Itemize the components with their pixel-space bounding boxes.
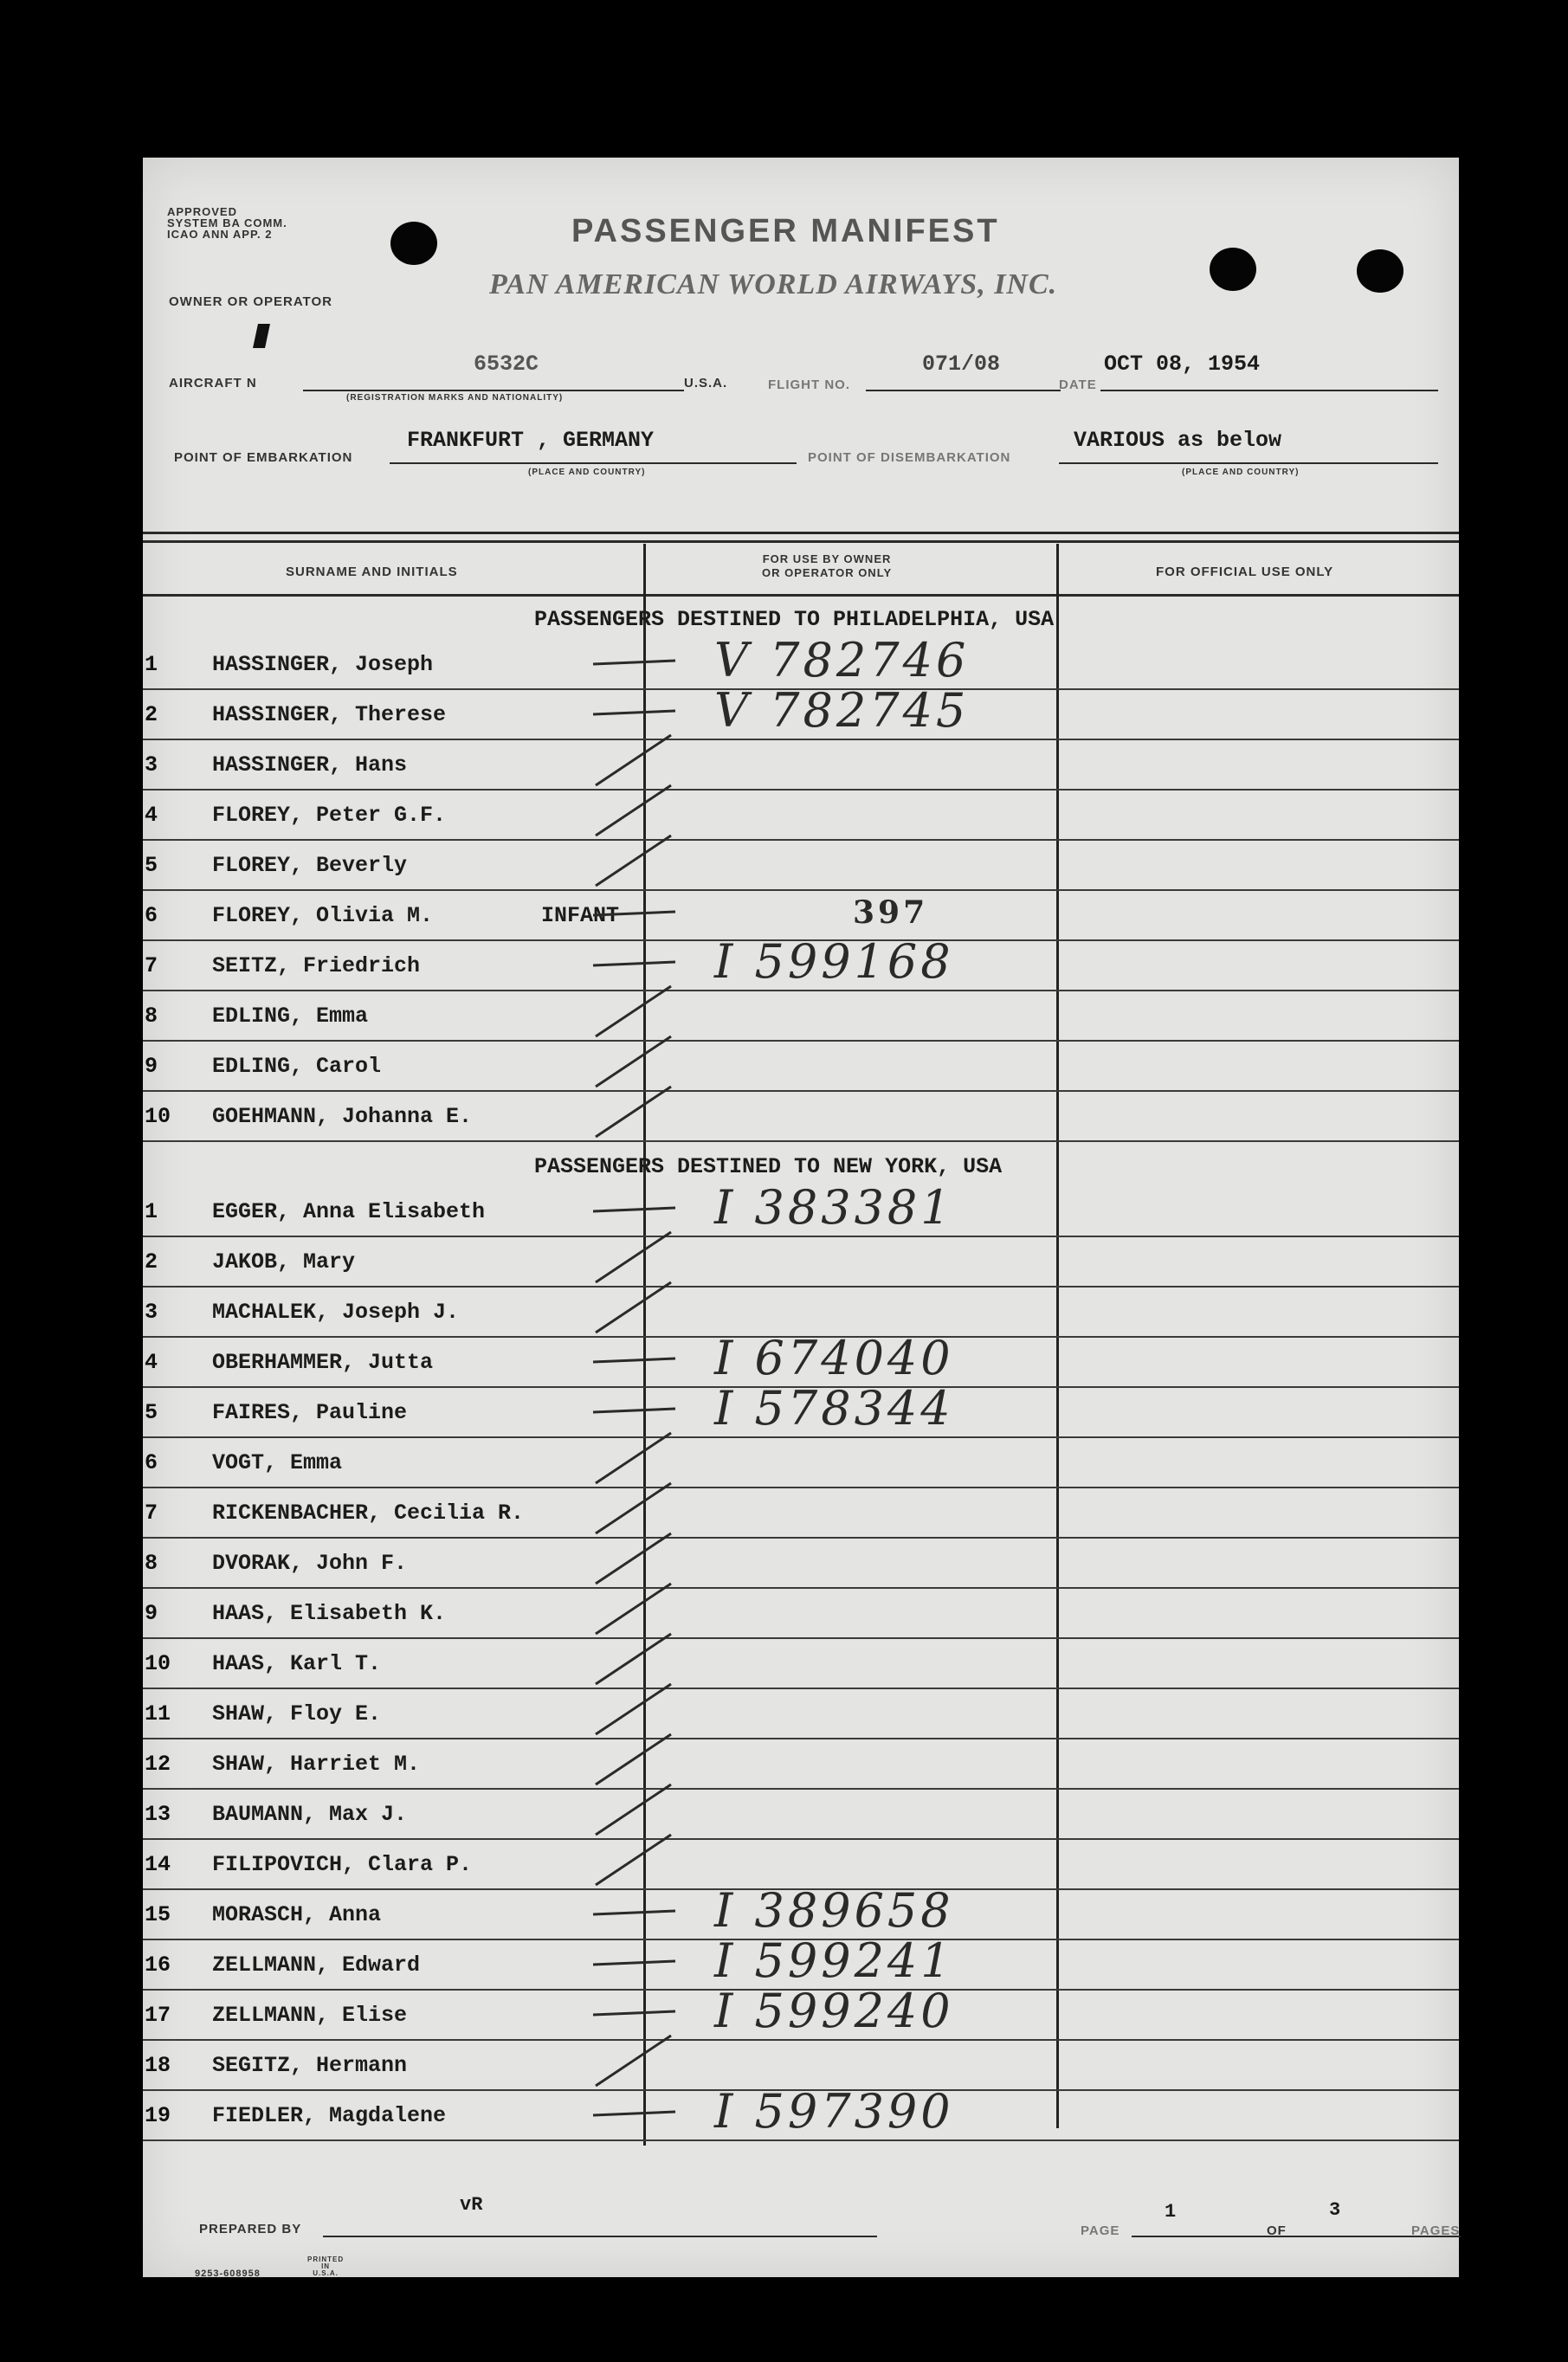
row-number: 1 — [145, 652, 158, 677]
aircraft-label: AIRCRAFT N — [169, 376, 257, 390]
disembark-value: VARIOUS as below — [1074, 428, 1282, 453]
printed-line-2: IN — [321, 2262, 331, 2270]
manifest-sheet — [143, 158, 1459, 2277]
table-row — [143, 1739, 1459, 1790]
page-title: PASSENGER MANIFEST — [571, 213, 1000, 249]
passenger-name: EDLING, Emma — [212, 1004, 369, 1029]
passenger-name: RICKENBACHER, Cecilia R. — [212, 1500, 525, 1526]
handwritten-visa-number: I 597390 — [714, 2084, 954, 2139]
owner-use-line-2: OR OPERATOR ONLY — [762, 566, 893, 579]
row-number: 6 — [145, 903, 158, 928]
row-number: 6 — [145, 1450, 158, 1475]
passenger-name: BAUMANN, Max J. — [212, 1802, 408, 1827]
page-label: PAGE — [1081, 2223, 1120, 2238]
approval-line-1: APPROVED — [167, 205, 237, 218]
handwritten-visa-number: I 674040 — [714, 1331, 954, 1385]
table-row — [143, 1438, 1459, 1488]
passenger-name: HAAS, Karl T. — [212, 1651, 382, 1676]
table-row — [143, 1639, 1459, 1689]
section-header — [143, 1142, 1459, 1185]
table-row — [143, 1984, 1459, 2041]
table-row — [143, 1180, 1459, 1237]
passenger-name: ZELLMANN, Edward — [212, 1952, 421, 1978]
row-number: 10 — [145, 1651, 171, 1676]
row-number: 16 — [145, 1952, 171, 1978]
flight-underline — [866, 390, 1061, 391]
place-note-disembark: (PLACE AND COUNTRY) — [1182, 468, 1300, 477]
table-row — [143, 1790, 1459, 1840]
handwritten-visa-number: V 782745 — [714, 683, 970, 738]
handwritten-visa-number: V 782746 — [714, 633, 970, 687]
table-top-rule — [143, 532, 1459, 534]
handwritten-visa-number: I 389658 — [714, 1883, 954, 1938]
passenger-name: OBERHAMMER, Jutta — [212, 1350, 434, 1375]
passenger-name: FAIRES, Pauline — [212, 1400, 408, 1425]
section-header — [143, 595, 1459, 638]
handwritten-visa-number: I 578344 — [714, 1381, 954, 1436]
row-number: 18 — [145, 2053, 171, 2078]
passenger-name: GOEHMANN, Johanna E. — [212, 1104, 473, 1129]
table-row — [143, 683, 1459, 740]
row-number: 12 — [145, 1752, 171, 1777]
row-number: 15 — [145, 1902, 171, 1927]
table-row — [143, 2084, 1459, 2141]
handwritten-visa-number: I 383381 — [714, 1180, 954, 1235]
date-underline — [1100, 390, 1438, 391]
embark-label: POINT OF EMBARKATION — [174, 450, 353, 465]
table-row — [143, 991, 1459, 1042]
punch-hole — [390, 222, 437, 265]
flight-label: FLIGHT NO. — [768, 378, 850, 392]
row-number: 13 — [145, 1802, 171, 1827]
row-number: 8 — [145, 1551, 158, 1576]
table-row — [143, 740, 1459, 791]
of-value: 3 — [1329, 2199, 1341, 2221]
row-number: 9 — [145, 1054, 158, 1079]
table-row — [143, 1381, 1459, 1438]
row-number: 14 — [145, 1852, 171, 1877]
table-row — [143, 934, 1459, 991]
punch-hole — [1357, 249, 1403, 293]
passenger-name: VOGT, Emma — [212, 1450, 343, 1475]
section-label: PASSENGERS DESTINED TO NEW YORK, USA — [534, 1154, 1003, 1179]
row-number: 4 — [145, 803, 158, 828]
embark-value: FRANKFURT , GERMANY — [407, 428, 655, 453]
table-row — [143, 1488, 1459, 1539]
row-rule — [143, 2139, 1459, 2141]
passenger-name: FLOREY, Beverly — [212, 853, 408, 878]
column-header-surname: SURNAME AND INITIALS — [286, 565, 458, 579]
row-number: 5 — [145, 853, 158, 878]
prepared-by-label: PREPARED BY — [199, 2222, 302, 2236]
table-row — [143, 1689, 1459, 1739]
disembark-underline — [1059, 462, 1438, 464]
disembark-label: POINT OF DISEMBARKATION — [808, 450, 1011, 465]
row-number: 9 — [145, 1601, 158, 1626]
row-number: 8 — [145, 1004, 158, 1029]
owner-use-line-1: FOR USE BY OWNER — [762, 552, 892, 565]
row-number: 10 — [145, 1104, 171, 1129]
row-number: 17 — [145, 2003, 171, 2028]
passenger-name: HASSINGER, Hans — [212, 752, 408, 778]
approval-stamp — [167, 206, 287, 240]
handwritten-visa-number: I 599168 — [714, 934, 954, 989]
row-number: 3 — [145, 1300, 158, 1325]
table-row — [143, 1092, 1459, 1142]
row-number: 1 — [145, 1199, 158, 1224]
approval-line-2: SYSTEM BA COMM. — [167, 216, 287, 229]
passenger-name: SEGITZ, Hermann — [212, 2053, 408, 2078]
form-number: 9253-608958 — [195, 2268, 261, 2279]
passenger-name: EDLING, Carol — [212, 1054, 382, 1079]
aircraft-value: 6532C — [474, 352, 539, 377]
row-number: 4 — [145, 1350, 158, 1375]
date-label: DATE — [1059, 378, 1097, 392]
passenger-name: FLOREY, Olivia M. — [212, 903, 434, 928]
table-row — [143, 791, 1459, 841]
row-number: 2 — [145, 1249, 158, 1275]
row-number: 2 — [145, 702, 158, 727]
usa-label: U.S.A. — [684, 376, 728, 390]
table-top-rule-2 — [143, 540, 1459, 543]
passenger-list — [143, 595, 1459, 2205]
printed-line-1: PRINTED — [307, 2256, 345, 2263]
passenger-name: HASSINGER, Therese — [212, 702, 447, 727]
passenger-name: SHAW, Harriet M. — [212, 1752, 421, 1777]
passenger-name: EGGER, Anna Elisabeth — [212, 1199, 486, 1224]
table-row — [143, 1539, 1459, 1589]
passenger-name: JAKOB, Mary — [212, 1249, 356, 1275]
row-number: 11 — [145, 1701, 171, 1726]
handwritten-visa-number: I 599240 — [714, 1984, 954, 2038]
passenger-name: HAAS, Elisabeth K. — [212, 1601, 447, 1626]
owner-mark — [253, 324, 270, 348]
row-number: 7 — [145, 953, 158, 978]
passenger-name: SHAW, Floy E. — [212, 1701, 382, 1726]
page-value: 1 — [1165, 2201, 1177, 2223]
passenger-name: MACHALEK, Joseph J. — [212, 1300, 460, 1325]
pages-label: PAGES — [1411, 2223, 1461, 2238]
row-number: 3 — [145, 752, 158, 778]
section-label: PASSENGERS DESTINED TO PHILADELPHIA, USA — [534, 607, 1055, 632]
passenger-name: FLOREY, Peter G.F. — [212, 803, 447, 828]
owner-label: OWNER OR OPERATOR — [169, 294, 332, 309]
punch-hole — [1210, 248, 1256, 291]
embark-underline — [390, 462, 797, 464]
prepared-by-value: vR — [460, 2194, 483, 2216]
printed-note — [307, 2256, 344, 2277]
check-mark-icon — [589, 1081, 684, 1142]
row-number: 19 — [145, 2103, 171, 2128]
registration-note: (REGISTRATION MARKS AND NATIONALITY) — [346, 393, 564, 403]
handwritten-visa-number: I 599241 — [714, 1933, 954, 1988]
table-row — [143, 1237, 1459, 1287]
passenger-name: SEITZ, Friedrich — [212, 953, 421, 978]
of-label: OF — [1267, 2223, 1287, 2238]
handwritten-visa-number: 397 — [853, 894, 929, 931]
prepared-by-underline — [323, 2236, 877, 2237]
table-row — [143, 1589, 1459, 1639]
row-number: 7 — [145, 1500, 158, 1526]
row-number: 5 — [145, 1400, 158, 1425]
flight-value: 071/08 — [922, 352, 1001, 377]
passenger-name: DVORAK, John F. — [212, 1551, 408, 1576]
column-header-owner-use — [762, 552, 892, 580]
date-value: OCT 08, 1954 — [1104, 352, 1261, 377]
passenger-name: MORASCH, Anna — [212, 1902, 382, 1927]
check-mark-icon — [589, 2081, 684, 2141]
passenger-name: FIEDLER, Magdalene — [212, 2103, 447, 2128]
passenger-note: INFANT — [541, 903, 620, 928]
printed-line-3: U.S.A. — [313, 2269, 339, 2277]
approval-line-3: ICAO ANN APP. 2 — [167, 228, 273, 241]
table-row — [143, 841, 1459, 891]
passenger-name: ZELLMANN, Elise — [212, 2003, 408, 2028]
column-header-official-use: FOR OFFICIAL USE ONLY — [1156, 565, 1334, 579]
table-row — [143, 1042, 1459, 1092]
airline-name: PAN AMERICAN WORLD AIRWAYS, INC. — [489, 268, 1058, 300]
passenger-name: FILIPOVICH, Clara P. — [212, 1852, 473, 1877]
passenger-name: HASSINGER, Joseph — [212, 652, 434, 677]
aircraft-underline — [303, 390, 684, 391]
place-note-embark: (PLACE AND COUNTRY) — [528, 468, 646, 477]
